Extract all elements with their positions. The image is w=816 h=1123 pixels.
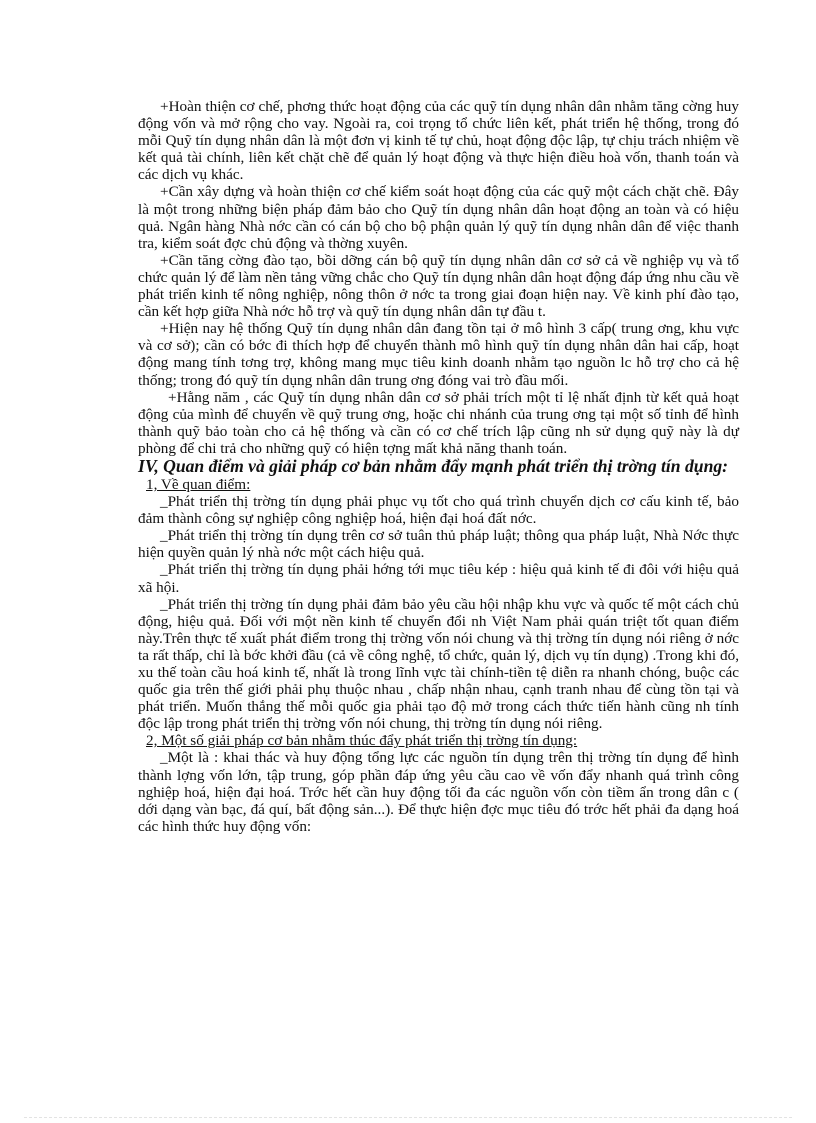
document-page bbox=[138, 98, 739, 835]
subheading-solutions: 2, Một số giải pháp cơ bản nhằm thúc đẩy phát triển thị trờng tín dụng: bbox=[146, 732, 578, 750]
paragraph-viewpoint-2: _Phát triển thị trờng tín dụng trên cơ sở tuân thủ pháp luật; thông qua pháp luật, Nhà Nớc thực hiện quyền quản lý nhà nớc một cách hiệu quả. bbox=[138, 527, 739, 562]
page-bottom-divider bbox=[24, 1117, 792, 1118]
subheading-viewpoint: 1, Về quan điểm: bbox=[146, 475, 251, 493]
section-heading: IV, Quan điểm và giải pháp cơ bản nhằm đẩy mạnh phát triển thị trờng tín dụng: bbox=[138, 455, 729, 476]
paragraph-annual: +Hằng năm , các Quỹ tín dụng nhân dân cơ sở phải trích một tỉ lệ nhất định từ kết quả hoạt động của mình để chuyển về quỹ trung ơng, hoặc chi nhánh của trung ơng tại một số tỉnh để hình thành quỹ bảo toàn cho cả hệ thống và cần có cơ chế trích lập cũng nh sử dụng quỹ này là dự phòng để chi trả cho những quỹ có hiện tợng mất khả năng thanh toán. bbox=[138, 388, 739, 457]
paragraph-viewpoint-4: _Phát triển thị trờng tín dụng phải đảm bảo yêu cầu hội nhập khu vực và quốc tế một cách chủ động, hiệu quả. Đối với một nền kinh tế chuyển đổi nh Việt Nam phải quán triệt tốt quan điểm này.Trên thực tế xuất phát điểm trong thị trờng vốn nói chung và thị trờng tín dụng nói riêng ở nớc ta rất thấp, chỉ là bớc khởi đầu (cả về công nghệ, tổ chức, quản lý, dịch vụ tín dụng) .Trong khi đó, xu thế toàn cầu hoá kinh tế, nhất là trong lĩnh vực tài chính-tiền tệ diễn ra nhanh chóng, buộc các quốc gia trên thế giới phải phụ thuộc nhau , chấp nhận nhau, cạnh tranh nhau để cùng tồn tại và phát triển. Muốn thắng thế mỗi quốc gia phải tạo độ mở trong cách thức tiến hành cũng nh tính độc lập trong phát triển thị trờng vốn nói chung, thị trờng tín dụng nói riêng. bbox=[138, 595, 739, 733]
paragraph-viewpoint-3: _Phát triển thị trờng tín dụng phải hớng tới mục tiêu kép : hiệu quả kinh tế đi đôi với hiệu quả xã hội. bbox=[138, 561, 739, 596]
paragraph-control: +Cần xây dựng và hoàn thiện cơ chế kiểm soát hoạt động của các quỹ một cách chặt chẽ. Đây là một trong những biện pháp đảm bảo cho Quỹ tín dụng nhân dân hoạt động an toàn và có hiệu quả. Ngân hàng Nhà nớc cần có cán bộ cho bộ phận quản lý quỹ tín dụng nhân dân để việc thanh tra, kiểm soát đợc chủ động và thờng xuyên. bbox=[138, 183, 739, 252]
paragraph-training: +Cần tăng cờng đào tạo, bồi dỡng cán bộ quỹ tín dụng nhân dân cơ sở cả về nghiệp vụ và tổ chức quản lý để làm nền tảng vững chắc cho Quỹ tín dụng nhân dân hoạt động đáp ứng nhu cầu về phát triển kinh tế nông nghiệp, nông thôn ở nớc ta trong giai đoạn hiện nay. Về kinh phí đào tạo, cần kết hợp giữa Nhà nớc hỗ trợ và quỹ tín dụng nhân dân tự đầu t. bbox=[138, 251, 739, 321]
paragraph-solution-1: _Một là : khai thác và huy động tổng lực các nguồn tín dụng trên thị trờng tín dụng để hình thành lợng vốn lớn, tập trung, góp phần đáp ứng yêu cầu cao về vốn đẩy nhanh quá trình công nghiệp hoá, hiện đại hoá. Trớc hết cần huy động tối đa các nguồn vốn còn tiềm ẩn trong dân c ( dới dạng vàn bạc, đá quí, bất động sản...). Để thực hiện đợc mục tiêu đó trớc hết phải đa dạng hoá các hình thức huy động vốn: bbox=[138, 749, 739, 835]
paragraph-three-tier: +Hiện nay hệ thống Quỹ tín dụng nhân dân đang tồn tại ở mô hình 3 cấp( trung ơng, khu vực và cơ sở); cần có bớc đi thích hợp để chuyển thành mô hình quỹ tín dụng nhân dân hai cấp, hoạt động mang tính tơng trợ, không mang mục tiêu kinh doanh nhằm tạo nguồn lc hỗ trợ cho cả hệ thống; trong đó quỹ tín dụng nhân dân trung ơng đóng vai trò đầu mối. bbox=[138, 320, 739, 389]
paragraph-mechanism: +Hoàn thiện cơ chế, phơng thức hoạt động của các quỹ tín dụng nhân dân nhằm tăng cờng huy động vốn và mở rộng cho vay. Ngoài ra, coi trọng tổ chức liên kết, phát triển hệ thống, trong đó mỗi Quỹ tín dụng nhân dân là một đơn vị kinh tế tự chủ, hoạt động độc lập, tự chịu trách nhiệm về kết quả tài chính, liên kết chặt chẽ để quản lý hoạt động và thực hiện điều hoà vốn, thanh toán và các dịch vụ khác. bbox=[138, 98, 739, 184]
paragraph-viewpoint-1: _Phát triển thị trờng tín dụng phải phục vụ tốt cho quá trình chuyển dịch cơ cấu kinh tế, bảo đảm thành công sự nghiệp công nghiệp hoá, hiện đại hoá đất nớc. bbox=[138, 493, 739, 528]
